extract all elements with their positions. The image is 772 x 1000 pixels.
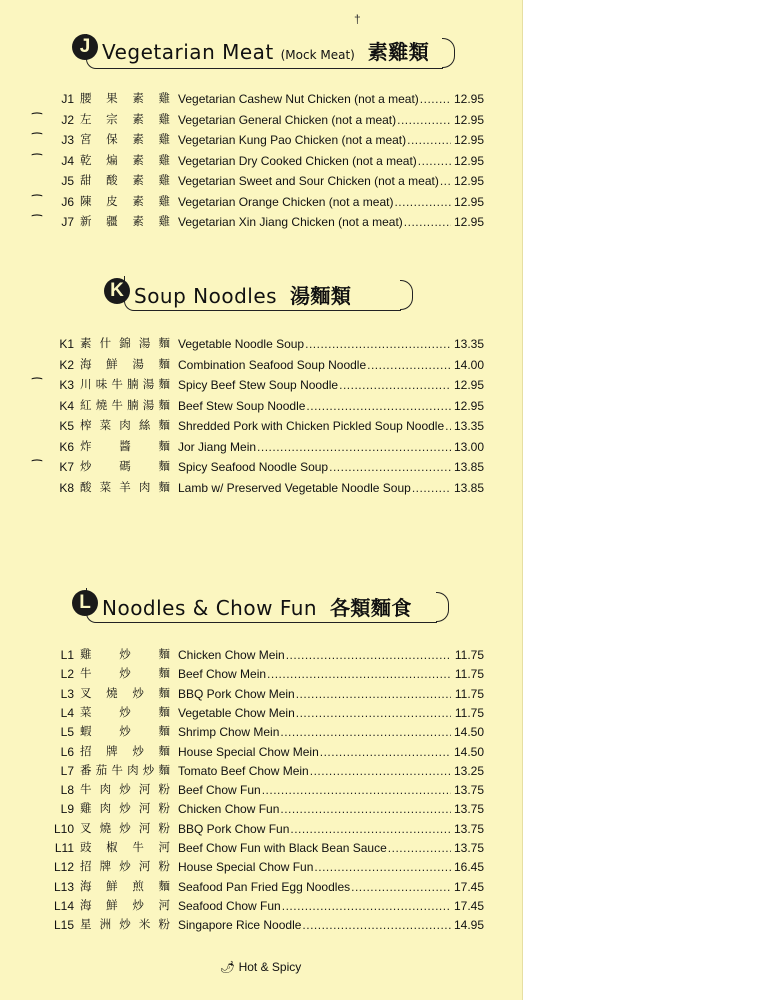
dot-leader (286, 646, 451, 665)
item-code: K6 (59, 439, 74, 454)
item-name-line (178, 458, 452, 477)
item-name: Shrimp Chow Mein (178, 725, 280, 740)
dot-leader (280, 800, 451, 819)
dot-leader (282, 897, 451, 916)
item-price: 13.35 (453, 337, 484, 351)
item-chinese-name: 菜 炒 麵 (80, 706, 170, 719)
item-code: L8 (60, 783, 74, 798)
section-title-text: Noodles & Chow Fun (102, 596, 318, 620)
item-name: Singapore Rice Noodle (178, 918, 302, 933)
item-chinese-name: 甜 酸 素 雞 (80, 175, 170, 187)
menu-item-row (0, 897, 522, 916)
item-code: L6 (60, 744, 74, 759)
item-code: K5 (59, 419, 74, 433)
dot-leader (296, 685, 451, 704)
item-price: 13.00 (453, 439, 484, 454)
item-chinese-name: 腰 果 素 雞 (80, 93, 170, 105)
section-l-title (102, 592, 412, 621)
item-name-line (178, 743, 452, 762)
menu-item-row (0, 762, 522, 781)
menu-item-row (0, 704, 522, 723)
dot-leader (407, 131, 451, 150)
menu-item-row (0, 743, 522, 762)
menu-item-row (0, 839, 522, 858)
item-name-line (178, 335, 452, 354)
item-chinese-name: 叉 燒 炒 麵 (80, 687, 170, 700)
item-chinese-name: 蝦 炒 麵 (80, 726, 170, 739)
chili-pepper-icon: 🌶︎ (220, 960, 236, 974)
menu-item-row (0, 193, 522, 212)
dot-leader (445, 417, 451, 436)
dot-leader (290, 820, 451, 839)
dot-leader (397, 111, 451, 130)
item-chinese-name: 陳 皮 素 雞 (80, 195, 170, 208)
item-price: 14.50 (453, 725, 484, 740)
menu-item-row (0, 800, 522, 819)
item-price: 12.95 (453, 133, 484, 147)
section-title-text: Vegetarian Meat (102, 40, 274, 64)
dot-leader (418, 152, 451, 171)
item-chinese-name: 川 味 牛 腩 湯 麵 (80, 379, 170, 391)
item-price: 14.95 (453, 918, 484, 933)
item-name: Vegetarian Dry Cooked Chicken (not a meat) (178, 153, 417, 168)
item-code: J1 (61, 92, 74, 106)
item-price: 11.75 (454, 705, 484, 720)
item-name: Vegetarian Orange Chicken (not a meat) (178, 194, 394, 209)
menu-item-row (0, 458, 522, 477)
item-name-line (178, 665, 452, 684)
legend-text: Hot & Spicy (238, 960, 302, 974)
item-price: 12.95 (453, 378, 484, 392)
dot-leader (329, 458, 451, 477)
item-code: L11 (54, 841, 74, 855)
item-chinese-name: 牛 炒 麵 (80, 668, 170, 681)
item-code: L2 (60, 667, 74, 682)
item-name: Seafood Pan Fried Egg Noodles (178, 879, 351, 894)
item-code: L10 (53, 821, 74, 836)
item-chinese-name: 豉 椒 牛 河 (80, 842, 170, 854)
chili-pepper-icon: ⁀ (32, 194, 42, 209)
dot-leader (310, 762, 451, 781)
section-title-chinese: 素雞類 (367, 40, 430, 64)
item-chinese-name: 雞 肉 炒 河 粉 (80, 803, 170, 816)
item-name-line (178, 897, 452, 916)
item-name: Vegetable Noodle Soup (178, 337, 305, 351)
item-name: Jor Jiang Mein (178, 439, 257, 454)
item-name: Shredded Pork with Chicken Pickled Soup Noodle (178, 419, 445, 433)
item-price: 11.75 (454, 686, 484, 701)
dot-leader (305, 335, 451, 354)
item-chinese-name: 招 牌 炒 河 粉 (80, 861, 170, 874)
item-name: Vegetable Chow Mein (178, 705, 295, 720)
item-code: K2 (59, 357, 74, 372)
menu-item-row (0, 397, 522, 416)
dot-leader (280, 723, 451, 742)
dot-leader (388, 839, 451, 858)
chili-pepper-icon: ⁀ (32, 153, 42, 168)
menu-item-row (0, 335, 522, 354)
dot-leader (339, 376, 451, 395)
section-j-title (102, 36, 429, 65)
item-chinese-name: 牛 肉 炒 河 粉 (80, 784, 170, 797)
item-name-line (178, 878, 452, 897)
menu-item-row (0, 916, 522, 935)
item-name-line (178, 781, 452, 800)
item-price: 13.25 (453, 763, 484, 778)
item-name-line (178, 800, 452, 819)
item-chinese-name: 海 鮮 炒 河 (80, 899, 170, 912)
item-price: 14.00 (453, 357, 484, 372)
item-price: 13.75 (453, 821, 484, 836)
item-chinese-name: 左 宗 素 雞 (80, 113, 170, 126)
menu-item-row (0, 665, 522, 684)
section-subtitle: (Mock Meat) (280, 48, 355, 62)
item-code: K1 (59, 337, 74, 351)
section-l-badge: L (72, 590, 98, 616)
item-code: L3 (60, 686, 74, 701)
item-code: L9 (60, 802, 74, 817)
item-code: J3 (61, 133, 74, 147)
dot-leader (296, 704, 451, 723)
item-name: BBQ Pork Chow Fun (178, 821, 290, 836)
dot-leader (404, 213, 451, 232)
item-name: Chicken Chow Fun (178, 802, 280, 817)
dot-leader (440, 172, 451, 191)
item-price: 13.85 (453, 460, 484, 474)
item-price: 17.45 (453, 898, 484, 913)
dot-leader (302, 916, 451, 935)
menu-item-row (0, 90, 522, 109)
item-price: 13.75 (453, 841, 484, 855)
item-name-line (178, 111, 452, 130)
section-title-chinese: 各類麵食 (329, 596, 412, 620)
section-k-badge: K (104, 278, 130, 304)
section-title-text: Soup Noodles (134, 284, 278, 308)
item-code: L12 (53, 860, 74, 875)
item-chinese-name: 叉 燒 炒 河 粉 (80, 822, 170, 835)
menu-item-row (0, 820, 522, 839)
item-chinese-name: 榨 菜 肉 絲 麵 (80, 420, 170, 432)
item-name: Beef Stew Soup Noodle (178, 398, 306, 413)
item-chinese-name: 炒 碼 麵 (80, 461, 170, 473)
item-name-line (178, 762, 452, 781)
item-name-line (178, 90, 452, 109)
menu-item-row (0, 858, 522, 877)
item-name: Spicy Seafood Noodle Soup (178, 460, 329, 474)
item-chinese-name: 酸 菜 羊 肉 麵 (80, 481, 170, 494)
chili-pepper-icon: ⁀ (32, 215, 42, 229)
chili-pepper-icon: ⁀ (32, 378, 42, 392)
menu-item-row (0, 213, 522, 232)
menu-item-row (0, 111, 522, 130)
item-chinese-name: 番 茄 牛 肉 炒 麵 (80, 764, 170, 777)
item-name-line (178, 131, 452, 150)
item-price: 12.95 (453, 174, 484, 188)
item-price: 11.75 (454, 648, 484, 662)
section-j-badge: J (72, 34, 98, 60)
dot-leader (267, 665, 451, 684)
item-price: 14.50 (453, 744, 484, 759)
item-name: Vegetarian General Chicken (not a meat) (178, 112, 397, 127)
item-code: J2 (61, 112, 74, 127)
item-price: 11.75 (454, 667, 484, 682)
item-name-line (178, 376, 452, 395)
item-name-line (178, 858, 452, 877)
dot-leader (257, 438, 451, 457)
dot-leader (306, 397, 451, 416)
item-chinese-name: 海 鮮 煎 麵 (80, 880, 170, 893)
item-name-line (178, 438, 452, 457)
item-name-line (178, 839, 452, 858)
item-code: L1 (60, 648, 74, 662)
item-name: House Special Chow Mein (178, 744, 319, 759)
pen-mark: † (354, 12, 361, 26)
item-name-line (178, 152, 452, 171)
item-price: 13.35 (453, 419, 484, 433)
item-name: Beef Chow Fun with Black Bean Sauce (178, 841, 387, 855)
item-name-line (178, 916, 452, 935)
item-chinese-name: 星 洲 炒 米 粉 (80, 919, 170, 932)
dot-leader (314, 858, 451, 877)
item-code: K8 (59, 480, 74, 495)
menu-item-row (0, 172, 522, 191)
item-name: Spicy Beef Stew Soup Noodle (178, 378, 339, 392)
menu-item-row (0, 417, 522, 436)
item-name: Vegetarian Kung Pao Chicken (not a meat) (178, 133, 407, 147)
item-code: J7 (61, 215, 74, 229)
menu-item-row (0, 438, 522, 457)
item-code: L5 (60, 725, 74, 740)
menu-item-row (0, 781, 522, 800)
item-name-line (178, 723, 452, 742)
item-name-line (178, 213, 452, 232)
item-chinese-name: 宮 保 素 雞 (80, 134, 170, 146)
item-price: 12.95 (453, 194, 484, 209)
menu-item-row (0, 646, 522, 665)
item-price: 13.75 (453, 783, 484, 798)
item-code: K4 (59, 398, 74, 413)
menu-item-row (0, 131, 522, 150)
item-chinese-name: 素 什 錦 湯 麵 (80, 338, 170, 350)
dot-leader (320, 743, 451, 762)
item-price: 16.45 (453, 860, 484, 875)
dot-leader (367, 356, 451, 375)
item-price: 17.45 (453, 879, 484, 894)
dot-leader (262, 781, 451, 800)
item-name-line (178, 417, 452, 436)
item-price: 13.75 (453, 802, 484, 817)
menu-item-row (0, 479, 522, 498)
item-chinese-name: 紅 燒 牛 腩 湯 麵 (80, 399, 170, 412)
item-code: J6 (61, 194, 74, 209)
item-price: 12.95 (453, 398, 484, 413)
legend (220, 960, 301, 974)
item-name: Vegetarian Cashew Nut Chicken (not a meat) (178, 92, 419, 106)
item-name-line (178, 193, 452, 212)
item-name-line (178, 820, 452, 839)
menu-item-row (0, 878, 522, 897)
item-code: L15 (53, 918, 74, 933)
item-code: K7 (59, 460, 74, 474)
item-name: Vegetarian Xin Jiang Chicken (not a meat) (178, 215, 403, 229)
item-code: L13 (53, 879, 74, 894)
section-title-chinese: 湯麵類 (289, 284, 352, 308)
item-name-line (178, 397, 452, 416)
item-name: Beef Chow Mein (178, 667, 267, 682)
item-price: 12.95 (453, 92, 484, 106)
item-chinese-name: 雞 炒 麵 (80, 649, 170, 661)
item-chinese-name: 招 牌 炒 麵 (80, 745, 170, 758)
item-name-line (178, 704, 452, 723)
item-name: Tomato Beef Chow Mein (178, 763, 309, 778)
chili-pepper-icon: ⁀ (32, 460, 42, 474)
item-code: K3 (59, 378, 74, 392)
dot-leader (420, 90, 451, 109)
item-name: Vegetarian Sweet and Sour Chicken (not a meat) (178, 174, 439, 188)
item-name: Combination Seafood Soup Noodle (178, 357, 367, 372)
item-name-line (178, 646, 452, 665)
dot-leader (351, 878, 451, 897)
item-price: 13.85 (453, 480, 484, 495)
item-name-line (178, 356, 452, 375)
item-chinese-name: 炸 醬 麵 (80, 440, 170, 453)
item-code: J4 (61, 153, 74, 168)
item-chinese-name: 新 疆 素 雞 (80, 216, 170, 228)
item-price: 12.95 (453, 215, 484, 229)
item-name: Lamb w/ Preserved Vegetable Noodle Soup (178, 480, 411, 495)
item-name: Seafood Chow Fun (178, 898, 281, 913)
item-code: J5 (61, 174, 74, 188)
item-name: Beef Chow Fun (178, 783, 261, 798)
item-chinese-name: 海 鮮 湯 麵 (80, 358, 170, 371)
menu-item-row (0, 376, 522, 395)
menu-item-row (0, 723, 522, 742)
dot-leader (394, 193, 451, 212)
item-name: House Special Chow Fun (178, 860, 314, 875)
item-name: Chicken Chow Mein (178, 648, 285, 662)
item-name-line (178, 172, 452, 191)
item-code: L7 (60, 763, 74, 778)
item-price: 12.95 (453, 153, 484, 168)
menu-item-row (0, 685, 522, 704)
item-chinese-name: 乾 煸 素 雞 (80, 154, 170, 167)
menu-item-row (0, 152, 522, 171)
chili-pepper-icon: ⁀ (32, 133, 42, 147)
item-code: L14 (53, 898, 74, 913)
chili-pepper-icon: ⁀ (32, 112, 42, 127)
item-name-line (178, 479, 452, 498)
menu-item-row (0, 356, 522, 375)
item-code: L4 (60, 705, 74, 720)
dot-leader (412, 479, 451, 498)
item-price: 12.95 (453, 112, 484, 127)
item-name-line (178, 685, 452, 704)
item-name: BBQ Pork Chow Mein (178, 686, 295, 701)
section-k-title (134, 280, 351, 309)
